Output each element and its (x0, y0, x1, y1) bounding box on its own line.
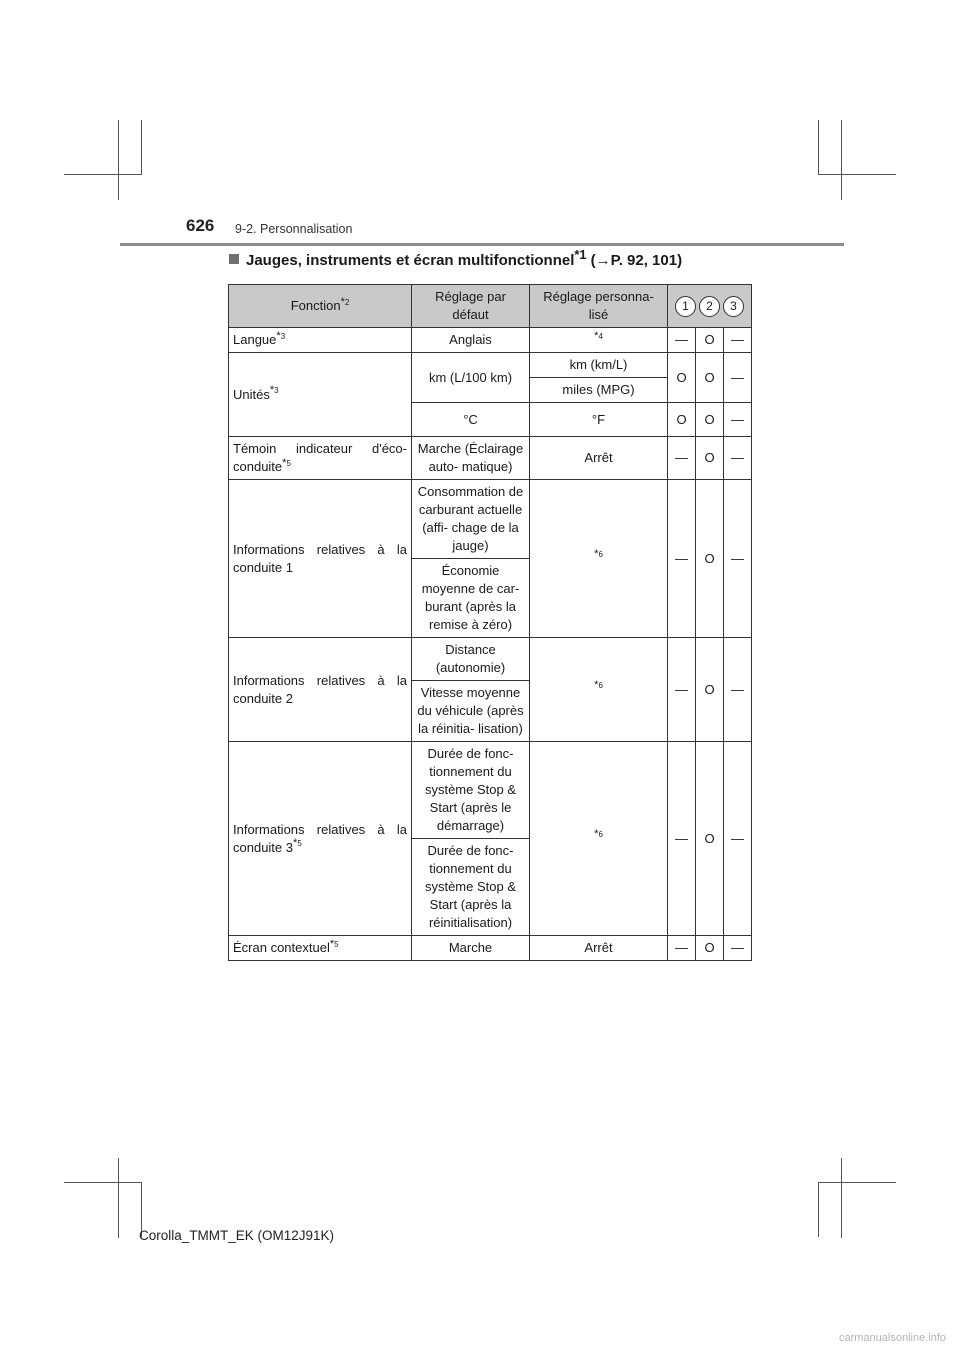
table-row: miles (MPG) (229, 378, 752, 403)
page-number: 626 (186, 216, 215, 235)
crop-mark (118, 1158, 119, 1238)
header-applicability (668, 285, 752, 328)
header-default: Réglage par défaut (412, 285, 530, 328)
table-row: Vitesse moyenne du véhicule (après la réinitia- lisation) (229, 681, 752, 742)
header-divider (120, 243, 844, 246)
crop-mark (818, 1182, 896, 1183)
crop-mark (64, 174, 142, 175)
section-heading (229, 247, 683, 269)
crop-mark (118, 120, 119, 200)
crop-mark (818, 174, 896, 175)
section-label: 9-2. Personnalisation (235, 222, 353, 236)
crop-mark (841, 1158, 842, 1238)
header-function: Fonction$^{*2}$ (229, 285, 412, 328)
table-row: Informations relatives à la conduite 3$^{*5}$ Durée de fonc- tionnement du système Stop & Start (après le démarrage) $^{*6}$ — O — (229, 742, 752, 839)
circle-1-icon: 1 (675, 296, 696, 317)
table-row: Écran contextuel$^{*5}$ Marche Arrêt — O — (229, 936, 752, 961)
crop-mark (64, 1182, 142, 1183)
heading-text: Jauges, instruments et écran multifonctionnel (246, 252, 575, 269)
square-bullet-icon (229, 254, 239, 264)
footnote-mark: *1 (574, 247, 587, 262)
table-row: °C °F O O — (229, 403, 752, 437)
table-row: Unités$^{*3}$ km (L/100 km) km (km/L) O O — (229, 353, 752, 378)
table-row: Informations relatives à la conduite 2 Distance (autonomie) $^{*6}$ — O — (229, 638, 752, 681)
circle-2-icon: 2 (699, 296, 720, 317)
header-custom: Réglage personna- lisé (530, 285, 668, 328)
table-row: Durée de fonc- tionnement du système Stop & Start (après la réinitialisation) (229, 839, 752, 936)
watermark: carmanualsonline.info (838, 1332, 946, 1344)
table-header-row (229, 285, 752, 328)
model-code: Corolla_TMMT_EK (OM12J91K) (139, 1228, 335, 1243)
table-row: Langue$^{*3}$ Anglais $^{*4}$ — O — (229, 328, 752, 353)
table-row: Économie moyenne de car- burant (après la remise à zéro) (229, 559, 752, 638)
table-row: Informations relatives à la conduite 1 Consommation de carburant actuelle (affi- chage de la jauge) $^{*6}$ — O — (229, 480, 752, 559)
crop-mark (818, 120, 819, 175)
table-row: Témoin indicateur d'éco-conduite$^{*5}$ Marche (Éclairage auto- matique) Arrêt — O — (229, 437, 752, 480)
circle-3-icon: 3 (723, 296, 744, 317)
crop-mark (818, 1182, 819, 1237)
page-reference: (→P. 92, 101) (590, 252, 683, 269)
crop-mark (141, 120, 142, 175)
crop-mark (841, 120, 842, 200)
settings-table (228, 284, 752, 961)
